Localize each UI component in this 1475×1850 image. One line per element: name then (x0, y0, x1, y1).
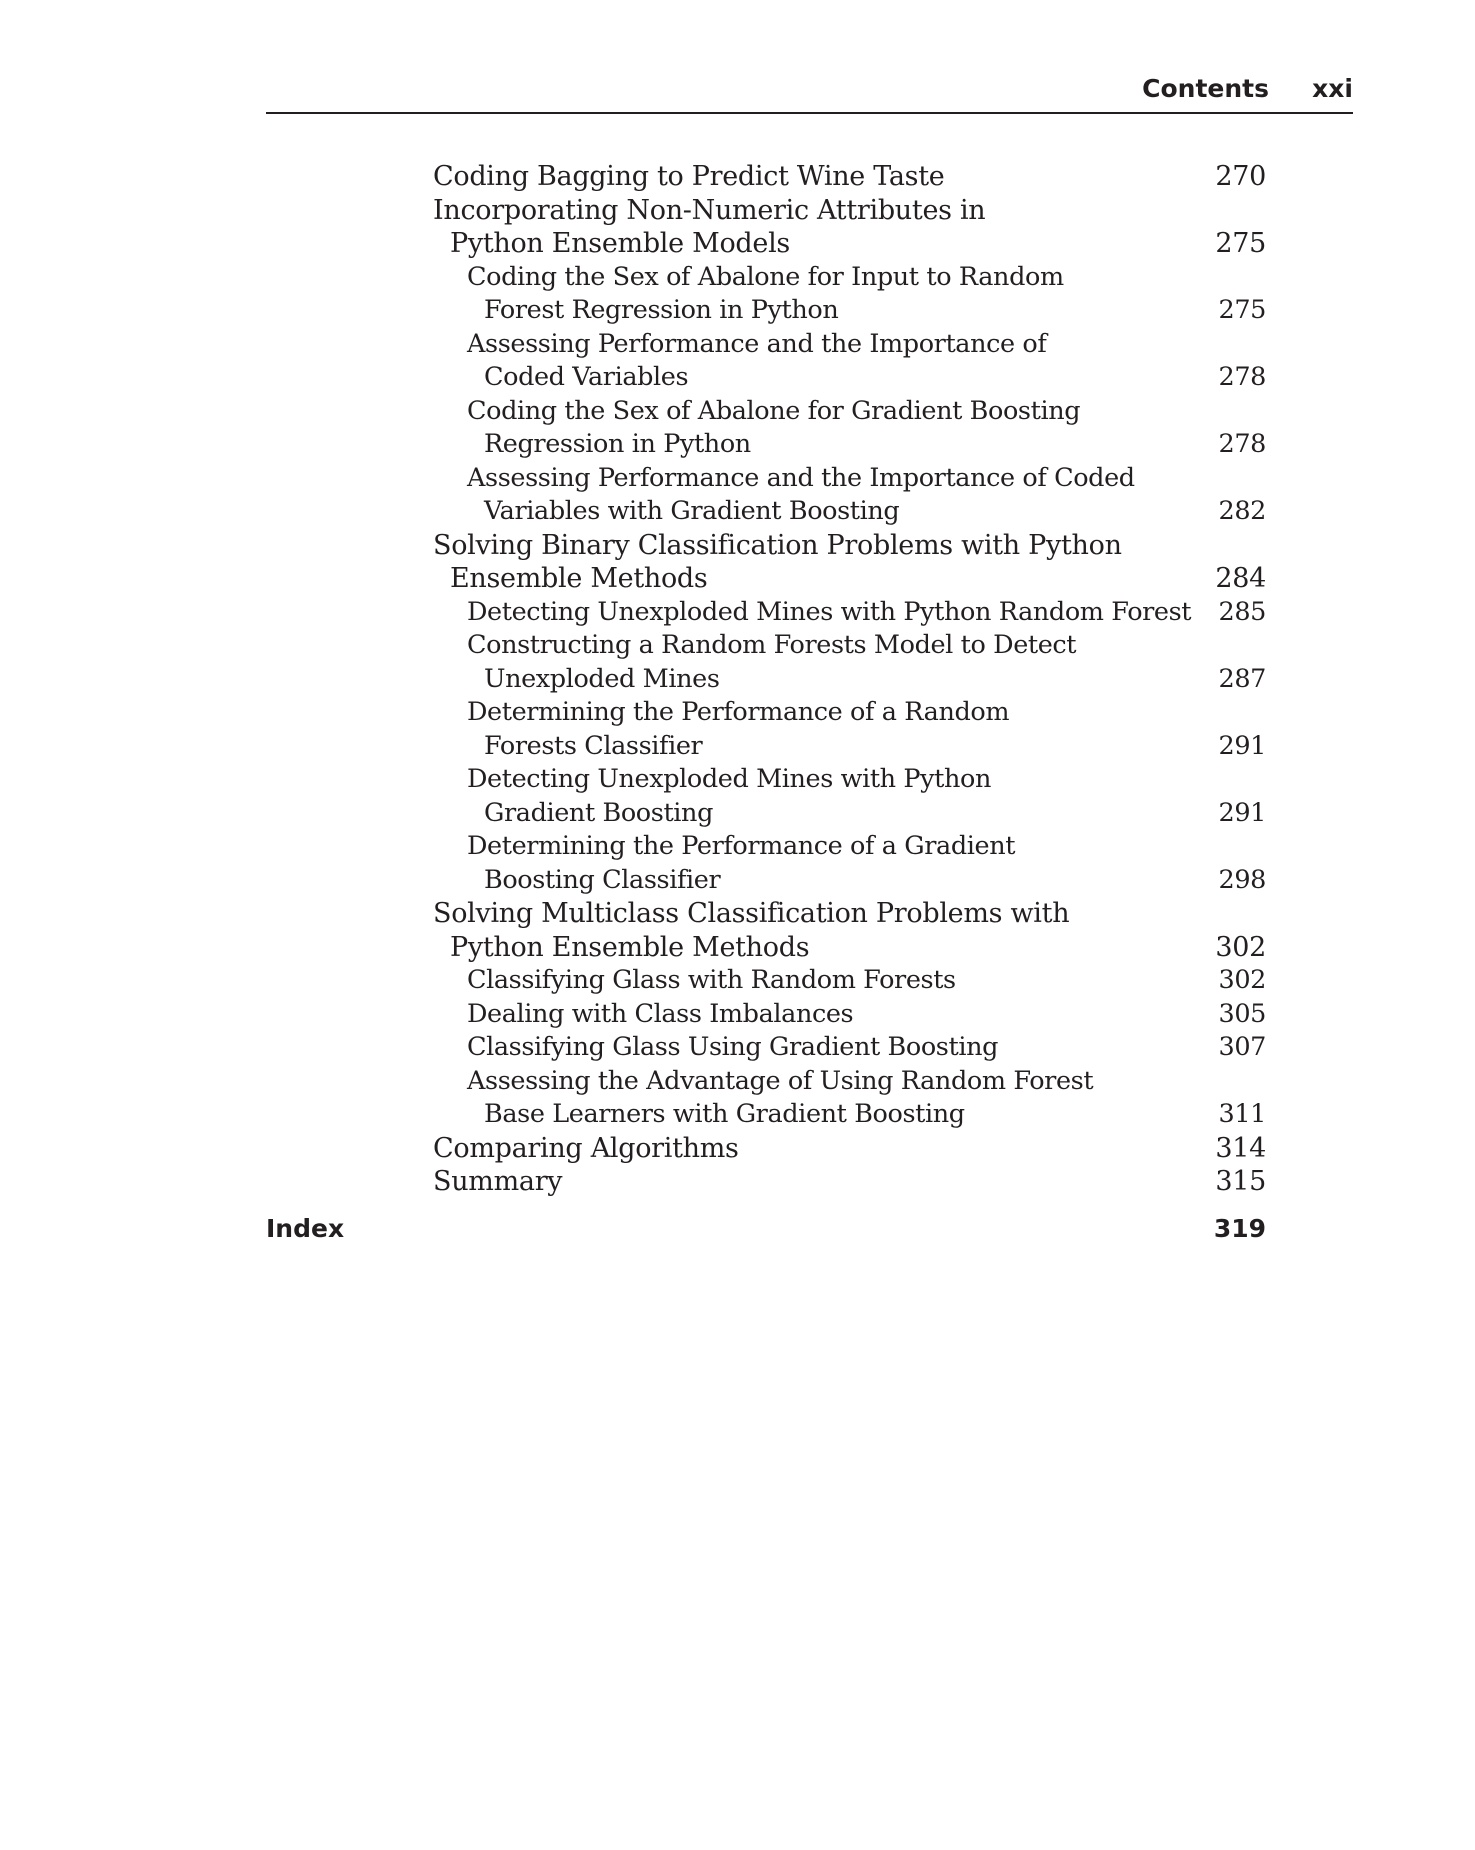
toc-entry[interactable] (433, 294, 1266, 328)
toc-entry-page: 291 (1218, 730, 1266, 761)
running-head (266, 70, 1353, 114)
toc-entry-title: Determining the Performance of a Gradient (467, 831, 1016, 861)
toc-entry (433, 696, 1266, 730)
toc-entry-page: 298 (1218, 864, 1266, 895)
toc-entry-title: Ensemble Methods (450, 563, 708, 594)
toc-entry-page: 305 (1218, 998, 1266, 1029)
toc-entry[interactable] (433, 1031, 1266, 1065)
toc-entry-page: 302 (1218, 965, 1266, 995)
toc-entry-title: Coding Bagging to Predict Wine Taste (433, 161, 945, 192)
page-number: xxi (1312, 74, 1353, 103)
toc-entry-title: Forests Classifier (484, 730, 703, 761)
toc-entry-page: 302 (1215, 931, 1266, 963)
toc-entry-page: 315 (1215, 1166, 1266, 1197)
toc-entry-page: 319 (1213, 1214, 1266, 1243)
toc-entry[interactable] (433, 931, 1266, 965)
toc-entry-title: Classifying Glass Using Gradient Boosting (467, 1032, 999, 1062)
toc-entry (433, 897, 1266, 931)
toc-entry-title: Coding the Sex of Abalone for Input to Random (467, 261, 1064, 292)
toc-entry[interactable] (433, 361, 1266, 395)
toc-entry (433, 261, 1266, 295)
toc-entry (433, 830, 1266, 864)
toc-entry-title: Determining the Performance of a Random (467, 697, 1010, 727)
toc-entry-title: Summary (433, 1166, 563, 1197)
toc-entry-page: 284 (1215, 563, 1266, 594)
toc-entry-title: Dealing with Class Imbalances (467, 998, 854, 1029)
toc-entry-page: 291 (1218, 797, 1266, 828)
toc-entry[interactable] (433, 227, 1266, 261)
toc-entry-title: Regression in Python (484, 429, 751, 459)
toc-entry[interactable] (433, 964, 1266, 998)
toc-entry-page: 278 (1218, 362, 1266, 392)
toc-entry-title: Solving Binary Classification Problems with Python (433, 529, 1122, 561)
toc-entry[interactable] (433, 998, 1266, 1032)
toc-entry[interactable] (433, 1098, 1266, 1132)
toc-entry-page: 314 (1215, 1132, 1266, 1164)
toc-entry-title: Assessing Performance and the Importance of Coded (467, 462, 1135, 493)
toc-entry[interactable] (433, 663, 1266, 697)
toc-entry-title: Constructing a Random Forests Model to Detect (467, 630, 1077, 660)
toc-entry-title: Assessing Performance and the Importance of (467, 328, 1047, 359)
toc-entry[interactable] (433, 1165, 1266, 1199)
toc-entry (433, 194, 1266, 228)
toc-entry-page: 285 (1218, 596, 1266, 627)
toc-entry-title: Comparing Algorithms (433, 1132, 739, 1164)
toc-entry-page: 278 (1218, 429, 1266, 459)
running-head-title: Contents (1142, 74, 1269, 103)
toc-entry (433, 395, 1266, 429)
toc-entry-title: Boosting Classifier (484, 864, 721, 895)
toc-entry[interactable] (433, 495, 1266, 529)
toc-entry[interactable] (433, 797, 1266, 831)
toc-entry-title: Forest Regression in Python (484, 295, 839, 325)
toc-entry[interactable] (433, 730, 1266, 764)
toc-entry-page: 287 (1218, 663, 1266, 694)
toc-entry-title: Detecting Unexploded Mines with Python (467, 764, 992, 794)
toc-entry[interactable] (433, 562, 1266, 596)
toc-entry[interactable] (433, 596, 1266, 630)
toc-entry-title: Detecting Unexploded Mines with Python Random Forest (467, 596, 1192, 627)
toc-entry-title: Assessing the Advantage of Using Random Forest (467, 1065, 1094, 1096)
toc-entry-page: 282 (1218, 496, 1266, 526)
toc-entry-title: Python Ensemble Models (450, 228, 790, 259)
toc-entry-title: Base Learners with Gradient Boosting (484, 1099, 965, 1129)
toc-entry-title: Incorporating Non-Numeric Attributes in (433, 194, 986, 226)
toc-entry[interactable] (433, 1132, 1266, 1166)
toc-entry-title: Unexploded Mines (484, 663, 720, 694)
toc-entry[interactable] (433, 864, 1266, 898)
toc-entry-page: 311 (1218, 1099, 1266, 1129)
toc-entry-page: 275 (1215, 228, 1266, 259)
toc-entry-page: 270 (1215, 161, 1266, 192)
toc-entry[interactable] (433, 428, 1266, 462)
toc-entry-title: Index (266, 1214, 345, 1243)
toc-entry-page: 307 (1218, 1032, 1266, 1062)
toc-entry-title: Coded Variables (484, 362, 689, 392)
toc-entry-title: Python Ensemble Methods (450, 931, 810, 963)
toc-entry-title: Classifying Glass with Random Forests (467, 965, 956, 995)
toc-entry-title: Gradient Boosting (484, 797, 713, 828)
toc-entry (433, 1065, 1266, 1099)
toc-entry-title: Variables with Gradient Boosting (484, 496, 900, 526)
toc-entry (433, 763, 1266, 797)
table-of-contents (433, 160, 1266, 1199)
toc-entry-title: Coding the Sex of Abalone for Gradient Boosting (467, 395, 1081, 426)
toc-entry (433, 462, 1266, 496)
toc-entry-page: 275 (1218, 295, 1266, 325)
toc-entry (433, 328, 1266, 362)
toc-entry (433, 629, 1266, 663)
toc-entry[interactable] (433, 160, 1266, 194)
toc-entry-index[interactable] (266, 1212, 1266, 1246)
toc-entry (433, 529, 1266, 563)
toc-entry-title: Solving Multiclass Classification Problems with (433, 898, 1070, 929)
